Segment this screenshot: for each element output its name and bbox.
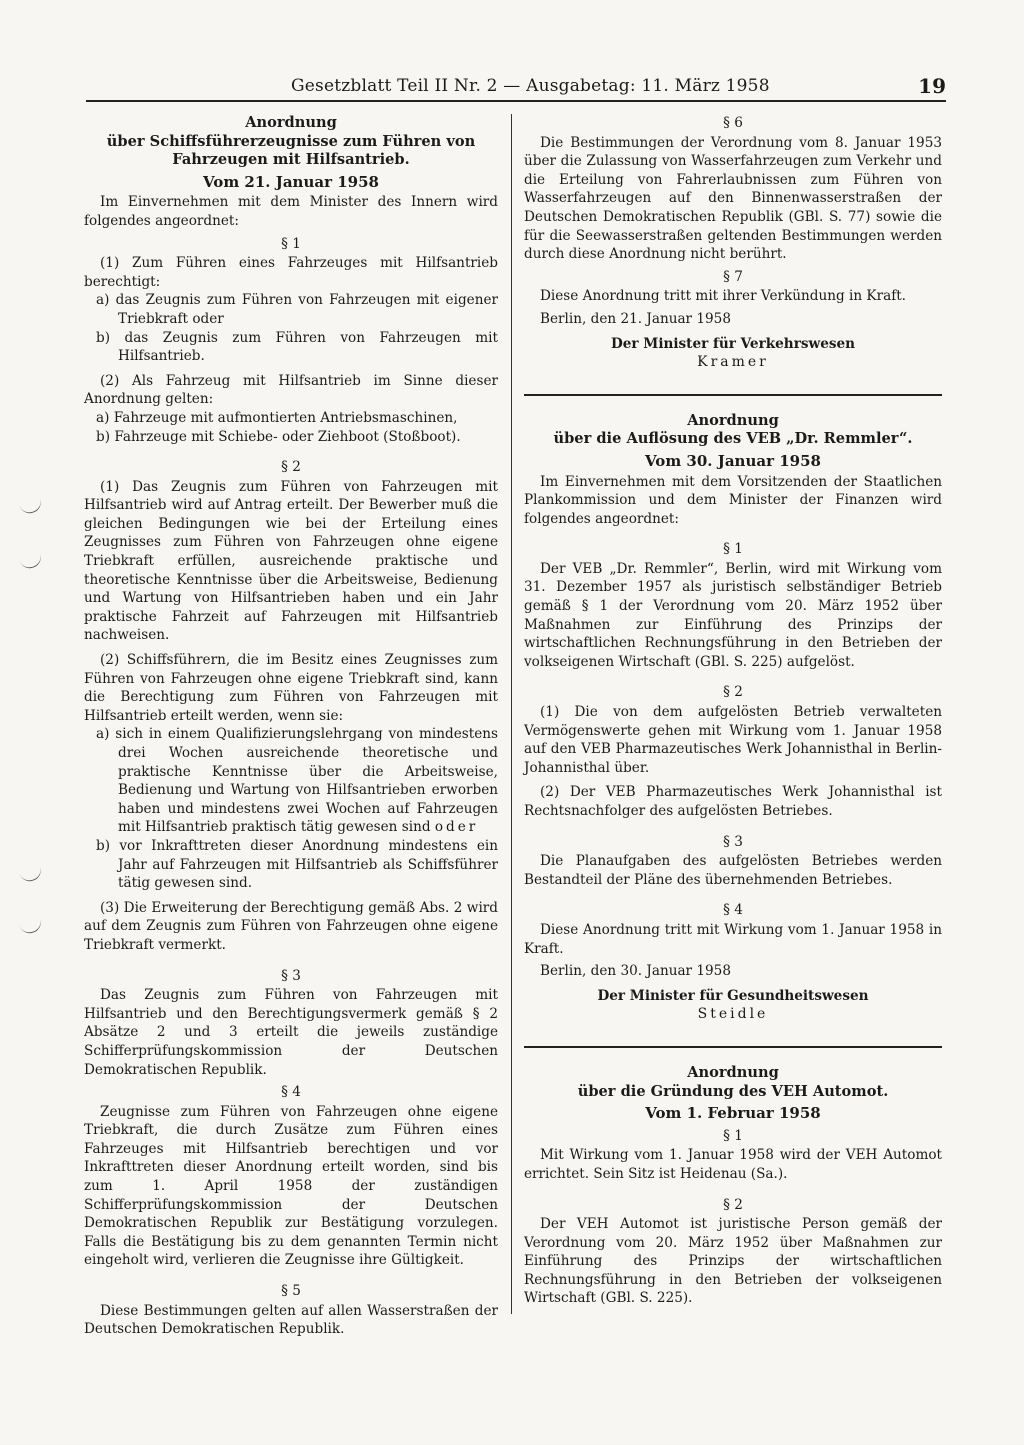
doc3-section-2: § 2 xyxy=(723,1196,743,1213)
doc1-s2-oder: oder xyxy=(434,819,479,836)
doc2-s2-para2: (2) Der VEB Pharmazeutisches Werk Johannisthal ist Rechtsnachfolger des aufgelösten Betriebes. xyxy=(524,784,942,819)
doc3-s1-para: Mit Wirkung vom 1. Januar 1958 wird der VEH Automot errichtet. Sein Sitz ist Heidenau (Sa.). xyxy=(524,1147,942,1182)
margin-check-mark xyxy=(18,915,44,937)
doc2-section-3: § 3 xyxy=(723,833,743,850)
doc2-s4-para: Diese Anordnung tritt mit Wirkung vom 1. Januar 1958 in Kraft. xyxy=(524,921,942,957)
doc1-s3-para: Das Zeugnis zum Führen von Fahrzeugen mit Hilfsantrieb und den Berechtigungsvermerk gemäß § 2 Absätze 2 und 3 erteilt die jeweils zuständige Schifferprüfungskommission der Deutschen Demokratischen Republik. xyxy=(84,987,498,1078)
doc2-section-4: § 4 xyxy=(723,902,743,919)
doc1-s2-para2: (2) Schiffsführern, die im Besitz eines Zeugnisses zum Führen von Fahrzeugen ohne eigene Triebkraft sind, kann die Berechtigung zum Führen von Fahrzeugen mit Hilfsantrieb erteilt werden, wenn sie: xyxy=(84,652,498,724)
doc1-s4-para: Zeugnisse zum Führen von Fahrzeugen ohne eigene Triebkraft, die durch Zusätze zum Führen eines Fahrzeuges mit Hilfsantrieb berechtigen und vor Inkrafttreten dieser Anordnung erteilt worden, sind bis zum 1. April 1958 der zuständigen Schifferprüfungskommission der Deutschen Demokratischen Republik zur Bestätigung vorzulegen. Falls die Bestätigung bis zu dem genannten Termin nicht eingeholt wird, verlieren die Zeugnisse ihre Gültigkeit. xyxy=(84,1103,498,1269)
doc1-date: Vom 21. Januar 1958 xyxy=(203,172,379,191)
doc1-s7-para: Diese Anordnung tritt mit ihrer Verkündung in Kraft. xyxy=(540,288,907,305)
doc1-section-3: § 3 xyxy=(281,967,301,984)
doc3-heading: Anordnung xyxy=(687,1063,779,1081)
doc2-heading: Anordnung xyxy=(687,411,779,429)
doc1-s6-para: Die Bestimmungen der Verordnung vom 8. Januar 1953 über die Zulassung von Wasserfahrzeugen zum Verkehr und die Erteilung von Fahrerlaubnissen zum Führen von Wasserfahrzeugen auf den Binnenwasserstraßen der Deutschen Demokratischen Republik (GBl. S. 77) sowie die für die Seewasserstraßen geltenden Bestimmungen werden durch diese Anordnung nicht berührt. xyxy=(524,134,942,263)
doc1-subtitle-line2: Fahrzeugen mit Hilfsantrieb. xyxy=(172,151,410,169)
doc1-s5-para: Diese Bestimmungen gelten auf allen Wasserstraßen der Deutschen Demokratischen Republik. xyxy=(84,1302,498,1338)
doc2-intro: Im Einvernehmen mit dem Vorsitzenden der Staatlichen Plankommission und dem Minister der Finanzen wird folgendes angeordnet: xyxy=(524,473,942,527)
doc1-s1-para1: (1) Zum Führen eines Fahrzeuges mit Hilfsantrieb berechtigt: xyxy=(84,255,498,290)
doc3-section-1: § 1 xyxy=(723,1127,743,1144)
left-column xyxy=(84,114,498,1339)
page-header xyxy=(86,72,946,102)
doc2-s1-para: Der VEB „Dr. Remmler“, Berlin, wird mit Wirkung vom 31. Dezember 1957 als juristisch selbständiger Betrieb gemäß § 1 der Verordnung vom 20. März 1952 über Maßnahmen zur Einführung des Prinzips der wirtschaftlichen Rechnungsführung in den Betrieben der volkseigenen Wirtschaft (GBl. S. 225) aufgelöst. xyxy=(524,560,942,670)
doc1-s1-para2-item-a: a) Fahrzeuge mit aufmontierten Antriebsmaschinen, xyxy=(96,409,458,426)
doc2-minister: Der Minister für Gesundheitswesen xyxy=(597,987,869,1004)
doc2-s2-para1: (1) Die von dem aufgelösten Betrieb verwalteten Vermögenswerte gehen mit Wirkung vom 1. Januar 1958 auf den VEB Pharmazeutisches Werk Johannisthal in Berlin-Johannisthal über. xyxy=(524,704,942,776)
section-rule xyxy=(524,1046,942,1048)
doc1-section-5: § 5 xyxy=(281,1283,301,1300)
header-title: Gesetzblatt Teil II Nr. 2 — Ausgabetag: 11. März 1958 xyxy=(291,76,770,96)
doc1-s1-item-b: b) das Zeugnis zum Führen von Fahrzeugen mit Hilfsantrieb. xyxy=(96,329,498,365)
margin-check-mark xyxy=(18,863,44,885)
column-divider xyxy=(511,114,512,1314)
doc1-s1-para2-item-b: b) Fahrzeuge mit Schiebe- oder Ziehboot (Stoßboot). xyxy=(96,428,461,445)
section-rule xyxy=(524,394,942,396)
doc1-section-2: § 2 xyxy=(281,459,301,476)
doc1-s2-item-b: b) vor Inkrafttreten dieser Anordnung mindestens ein Jahr auf Fahrzeugen mit Hilfsantrieb als Schiffsführer tätig gewesen sind. xyxy=(96,837,498,892)
doc1-intro: Im Einvernehmen mit dem Minister des Innern wird folgendes angeordnet: xyxy=(84,194,498,229)
right-column xyxy=(524,114,942,1308)
doc2-section-1: § 1 xyxy=(723,541,743,558)
doc1-s2-para3: (3) Die Erweiterung der Berechtigung gemäß Abs. 2 wird auf dem Zeugnis zum Führen von Fahrzeugen ohne eigene Triebkraft vermerkt. xyxy=(84,899,498,953)
page-number: 19 xyxy=(918,74,946,98)
doc1-signer: Kramer xyxy=(697,354,769,371)
doc1-minister: Der Minister für Verkehrswesen xyxy=(610,335,856,352)
doc1-section-7: § 7 xyxy=(723,268,743,285)
doc3-s2-para: Der VEH Automot ist juristische Person gemäß der Verordnung vom 20. März 1952 über Maßnahmen zur Einführung des Prinzips der wirtschaftlichen Rechnungsführung in den Betrieben der volkseigenen Wirtschaft (GBl. S. 225). xyxy=(524,1216,942,1307)
doc1-s1-para2: (2) Als Fahrzeug mit Hilfsantrieb im Sinne dieser Anordnung gelten: xyxy=(84,372,498,408)
doc2-date: Vom 30. Januar 1958 xyxy=(645,451,821,470)
doc1-heading: Anordnung xyxy=(245,114,337,131)
doc1-section-1: § 1 xyxy=(281,235,301,252)
doc1-place-date: Berlin, den 21. Januar 1958 xyxy=(540,310,731,327)
doc3-date: Vom 1. Februar 1958 xyxy=(645,1104,821,1123)
doc1-section-6: § 6 xyxy=(723,115,743,131)
doc1-s2-item-a xyxy=(84,725,498,837)
doc2-place-date: Berlin, den 30. Januar 1958 xyxy=(540,963,731,980)
doc2-subtitle: über die Auflösung des VEB „Dr. Remmler“. xyxy=(553,430,913,448)
doc1-s2-item-a-text: a) sich in einem Qualifizierungslehrgang von mindestens drei Wochen ausreichende theoretische und praktische Kenntnisse über die Arbeitsweise, Bedienung und Wartung von Hilfsantrieben erworben haben und mindestens zwei Wochen auf Fahrzeugen mit Hilfsantrieb praktisch tätig gewesen sind xyxy=(96,726,498,836)
doc1-s1-item-a: a) das Zeugnis zum Führen von Fahrzeugen mit eigener Triebkraft oder xyxy=(96,292,498,327)
doc2-section-2: § 2 xyxy=(723,684,743,701)
doc1-section-4: § 4 xyxy=(281,1084,301,1101)
margin-check-mark xyxy=(18,495,44,517)
doc2-signer: Steidle xyxy=(697,1006,769,1023)
doc1-subtitle-line1: über Schiffsführerzeugnisse zum Führen von xyxy=(106,132,476,150)
doc3-subtitle: über die Gründung des VEH Automot. xyxy=(577,1082,889,1100)
margin-check-mark xyxy=(18,550,44,572)
doc2-s3-para: Die Planaufgaben des aufgelösten Betriebes werden Bestandteil der Pläne des übernehmenden Betriebes. xyxy=(524,853,942,888)
doc1-s2-para1: (1) Das Zeugnis zum Führen von Fahrzeugen mit Hilfsantrieb wird auf Antrag erteilt. Der Bewerber muß die gleichen Bedingungen wie bei der Erteilung eines Zeugnisses zum Führen von Fahrzeugen ohne eigene Triebkraft erfüllen, ausreichende praktische und theoretische Kenntnisse über die Arbeitsweise, Bedienung und Wartung von Hilfsantrieben haben und ein Jahr praktische Fahrzeit auf Fahrzeugen mit Hilfsantrieb nachweisen. xyxy=(84,478,498,644)
